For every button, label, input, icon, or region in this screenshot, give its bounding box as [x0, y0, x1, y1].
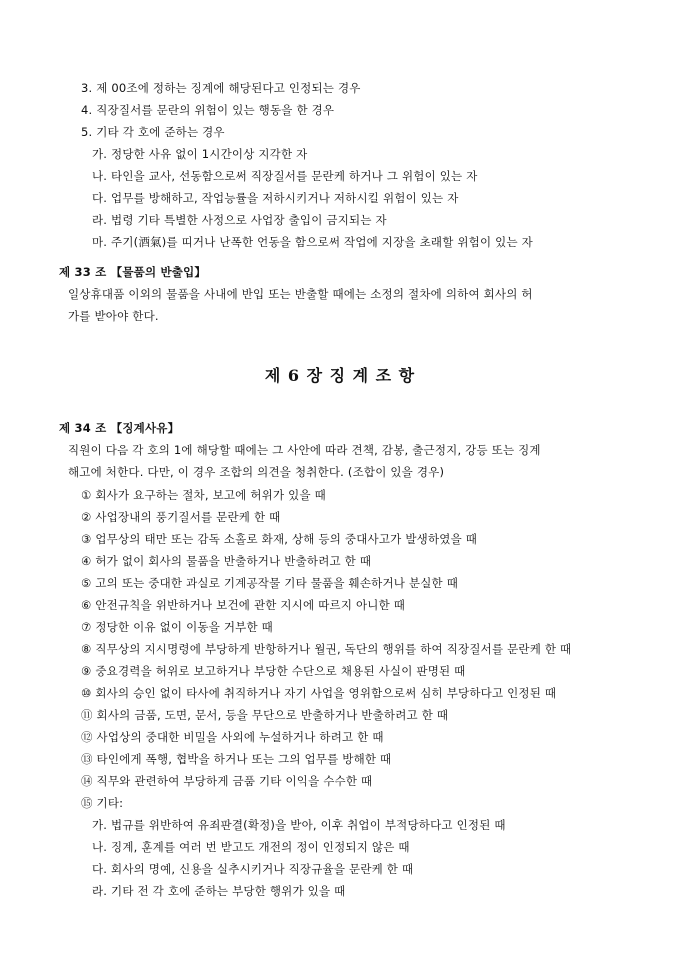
list-item: 5. 기타 각 호에 준하는 경우 [81, 125, 225, 139]
list-item: 4. 직장질서를 문란의 위험이 있는 행동을 한 경우 [81, 103, 335, 117]
list-item: ⑮ 기타: [81, 796, 124, 810]
list-item: 3. 제 00조에 정하는 징계에 해당된다고 인정되는 경우 [81, 81, 361, 95]
sub-list-item: 다. 업무를 방해하고, 작업능률을 저하시키거나 저하시킬 위험이 있는 자 [92, 191, 459, 205]
list-item: ⑪ 회사의 금품, 도면, 문서, 등을 무단으로 반출하거나 반출하려고 한 때 [81, 708, 449, 722]
article-33-body: 가를 받아야 한다. [68, 309, 159, 323]
list-item: ⑭ 직무와 관련하여 부당하게 금품 기타 이익을 수수한 때 [81, 774, 373, 788]
list-item: ⑩ 회사의 승인 없이 타사에 취직하거나 자기 사업을 영위함으로써 심히 부당하다고 인정된 때 [81, 686, 557, 700]
list-item: ⑬ 타인에게 폭행, 협박을 하거나 또는 그의 업무를 방해한 때 [81, 752, 392, 766]
sub-list-item: 라. 기타 전 각 호에 준하는 부당한 행위가 있을 때 [92, 884, 346, 898]
sub-list-item: 마. 주기(酒氣)를 띠거나 난폭한 언동을 함으로써 작업에 지장을 초래할 위험이 있는 자 [92, 235, 533, 249]
list-item: ④ 허가 없이 회사의 물품을 반출하거나 반출하려고 한 때 [81, 554, 372, 568]
article-34-title: 제 34 조 【징계사유】 [59, 421, 180, 435]
list-item: ⑦ 정당한 이유 없이 이동을 거부한 때 [81, 620, 273, 634]
list-item: ① 회사가 요구하는 절차, 보고에 허위가 있을 때 [81, 488, 326, 502]
sub-list-item: 라. 법령 기타 특별한 사정으로 사업장 출입이 금지되는 자 [92, 213, 387, 227]
article-34-body: 직원이 다음 각 호의 1에 해당할 때에는 그 사안에 따라 견책, 감봉, 출근정지, 강등 또는 징계 [68, 443, 541, 457]
article-34-body: 해고에 처한다. 다만, 이 경우 조합의 의견을 청취한다. (조합이 있을 경우) [68, 465, 445, 479]
article-33-title: 제 33 조 【물품의 반출입】 [59, 265, 207, 279]
list-item: ⑨ 중요경력을 허위로 보고하거나 부당한 수단으로 채용된 사실이 판명된 때 [81, 664, 466, 678]
sub-list-item: 다. 회사의 명예, 신용을 실추시키거나 직장규율을 문란케 한 때 [92, 862, 414, 876]
article-33-body: 일상휴대품 이외의 물품을 사내에 반입 또는 반출할 때에는 소정의 절차에 의하여 회사의 허 [68, 287, 533, 301]
list-item: ② 사업장내의 풍기질서를 문란케 한 때 [81, 510, 281, 524]
list-item: ⑧ 직무상의 지시명령에 부당하게 반항하거나 월권, 독단의 행위를 하여 직장질서를 문란케 한 때 [81, 642, 572, 656]
list-item: ③ 업무상의 태만 또는 감독 소홀로 화재, 상해 등의 중대사고가 발생하였을 때 [81, 532, 478, 546]
list-item: ⑫ 사업상의 중대한 비밀을 사외에 누설하거나 하려고 한 때 [81, 730, 384, 744]
chapter-title: 제 6 장 징 계 조 항 [264, 366, 416, 385]
sub-list-item: 나. 타인을 교사, 선동함으로써 직장질서를 문란케 하거나 그 위험이 있는 자 [92, 169, 478, 183]
sub-list-item: 나. 징계, 훈계를 여러 번 받고도 개전의 정이 인정되지 않은 때 [92, 840, 410, 854]
list-item: ⑤ 고의 또는 중대한 과실로 기계공작물 기타 물품을 훼손하거나 분실한 때 [81, 576, 459, 590]
sub-list-item: 가. 정당한 사유 없이 1시간이상 지각한 자 [92, 147, 308, 161]
sub-list-item: 가. 법규를 위반하여 유죄판결(확정)을 받아, 이후 취업이 부적당하다고 인정된 때 [92, 818, 506, 832]
list-item: ⑥ 안전규칙을 위반하거나 보건에 관한 지시에 따르지 아니한 때 [81, 598, 406, 612]
